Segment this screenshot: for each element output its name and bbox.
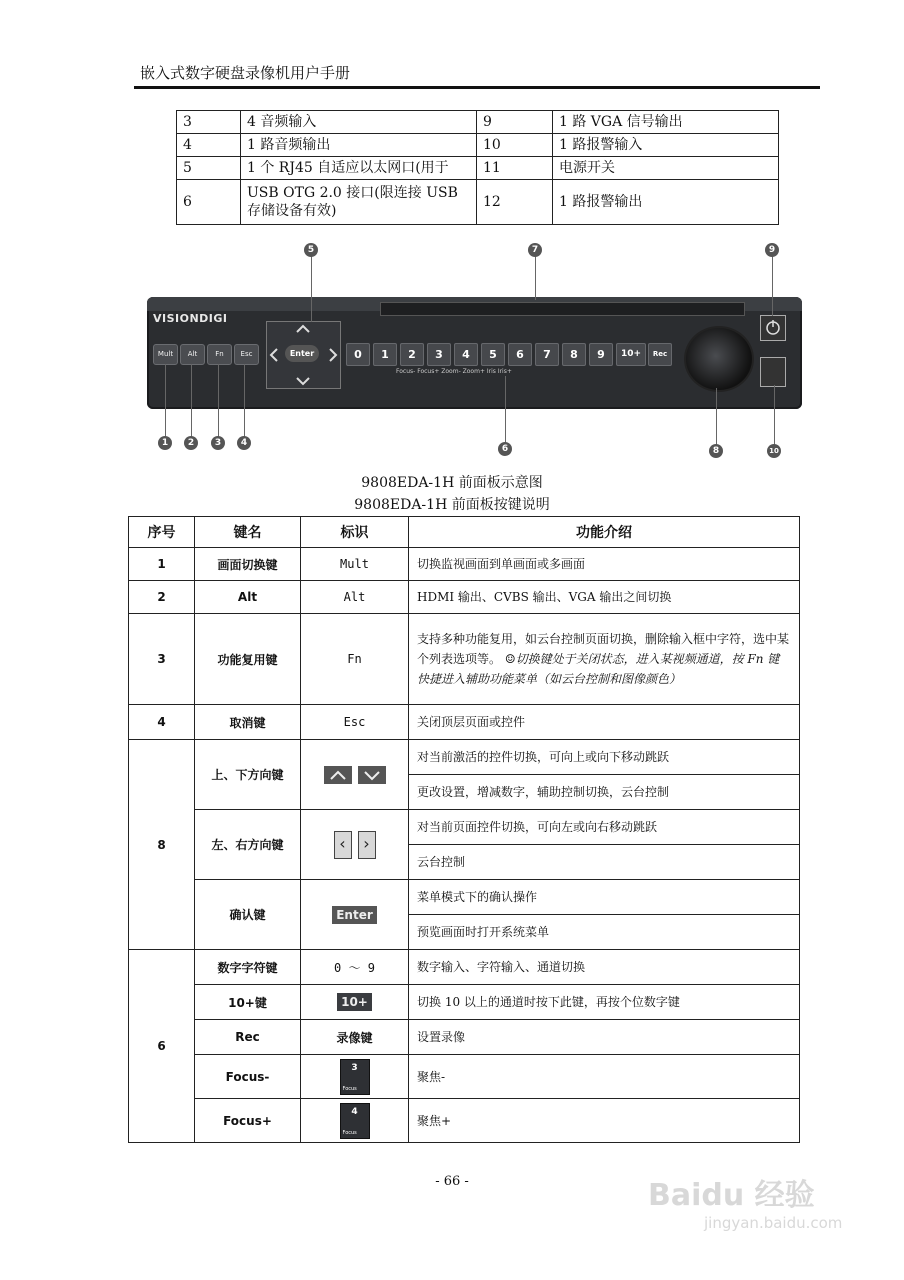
key-mark xyxy=(301,985,409,1020)
key-mark: Mult xyxy=(301,548,409,581)
usb-port-icon xyxy=(760,357,786,387)
panel-button-esc: Esc xyxy=(234,344,259,365)
callout-marker: 9 xyxy=(765,243,779,257)
key-name: 画面切换键 xyxy=(195,548,301,581)
key-mark: 录像键 xyxy=(301,1020,409,1055)
column-header: 序号 xyxy=(129,517,195,548)
ten-plus-key-icon: 10+ xyxy=(337,993,372,1011)
panel-num-key: 9 xyxy=(589,343,613,366)
callout-line xyxy=(191,364,192,438)
panel-num-key: 5 xyxy=(481,343,505,366)
description-text: 支持多种功能复用，如云台控制页面切换，删除输入框中字符，选中某个列表选项等。 xyxy=(417,632,790,666)
key-mark: Esc xyxy=(301,705,409,740)
power-icon xyxy=(760,315,786,341)
callout-marker: 7 xyxy=(528,243,542,257)
panel-enter-button: Enter xyxy=(285,345,319,362)
table-cell: 4 xyxy=(177,134,241,157)
header-rule xyxy=(134,86,820,89)
key-description: 聚焦+ xyxy=(409,1099,800,1143)
table-row xyxy=(129,548,800,581)
table-cell: 1 路 VGA 信号输出 xyxy=(553,111,779,134)
running-header: 嵌入式数字硬盘录像机用户手册 xyxy=(140,64,351,82)
table-row xyxy=(129,810,800,845)
table-cell: 11 xyxy=(477,157,553,180)
key-name: 功能复用键 xyxy=(195,614,301,705)
brand-logo: VISIONDIGI xyxy=(153,312,228,325)
key-name: 取消键 xyxy=(195,705,301,740)
table-cell: USB OTG 2.0 接口(限连接 USB 存储设备有效) xyxy=(241,180,477,225)
key-description: 聚焦- xyxy=(409,1055,800,1099)
table-cell: 5 xyxy=(177,157,241,180)
callout-line xyxy=(218,364,219,438)
panel-num-key: 4 xyxy=(454,343,478,366)
left-arrow-icon: ‹ xyxy=(334,831,352,859)
column-header: 标识 xyxy=(301,517,409,548)
table-cell: 12 xyxy=(477,180,553,225)
callout-marker: 6 xyxy=(498,442,512,456)
callout-line xyxy=(165,364,166,438)
callout-line xyxy=(311,256,312,322)
key-description: HDMI 输出、CVBS 输出、VGA 输出之间切换 xyxy=(409,581,800,614)
panel-num-key: 1 xyxy=(373,343,397,366)
panel-num-key: 7 xyxy=(535,343,559,366)
table-row xyxy=(129,1020,800,1055)
callout-line xyxy=(716,388,717,446)
table-header-row xyxy=(129,517,800,548)
row-number: 2 xyxy=(129,581,195,614)
key-description: 云台控制 xyxy=(409,845,800,880)
key-mark: 0 ～ 9 xyxy=(301,950,409,985)
panel-button-fn: Fn xyxy=(207,344,232,365)
panel-num-key: 10+ xyxy=(616,343,646,366)
column-header: 功能介绍 xyxy=(409,517,800,548)
key-mark xyxy=(301,1099,409,1143)
ports-table xyxy=(176,110,779,225)
table-row xyxy=(177,134,779,157)
key-name: 确认键 xyxy=(195,880,301,950)
keys-table xyxy=(128,516,800,1143)
key-name: Focus- xyxy=(195,1055,301,1099)
panel-num-key: 0 xyxy=(346,343,370,366)
focus-minus-key-icon xyxy=(340,1059,370,1095)
up-arrow-icon xyxy=(324,766,352,784)
row-number: 3 xyxy=(129,614,195,705)
table-cell: 3 xyxy=(177,111,241,134)
callout-line xyxy=(505,376,506,444)
watermark-logo: Baidu 经验 xyxy=(648,1178,815,1213)
callout-line xyxy=(244,364,245,438)
key-name: Alt xyxy=(195,581,301,614)
focus-plus-key-icon xyxy=(340,1103,370,1139)
page-number: - 66 - xyxy=(435,1174,469,1189)
callout-line xyxy=(774,385,775,445)
watermark-url: jingyan.baidu.com xyxy=(704,1214,843,1232)
callout-line xyxy=(772,256,773,316)
key-description: 关闭顶层页面或控件 xyxy=(409,705,800,740)
table-row xyxy=(129,581,800,614)
right-arrow-icon: › xyxy=(358,831,376,859)
figure-caption: 9808EDA-1H 前面板示意图 xyxy=(361,475,543,491)
panel-num-key: 8 xyxy=(562,343,586,366)
callout-marker: 10 xyxy=(767,444,781,458)
row-number: 8 xyxy=(129,740,195,950)
table-cell: 9 xyxy=(477,111,553,134)
table-row xyxy=(129,985,800,1020)
column-header: 键名 xyxy=(195,517,301,548)
key-mark: Fn xyxy=(301,614,409,705)
table-cell: 6 xyxy=(177,180,241,225)
table-cell: 1 路报警输出 xyxy=(553,180,779,225)
table-caption: 9808EDA-1H 前面板按键说明 xyxy=(354,497,550,513)
key-number: 4 xyxy=(351,1106,358,1117)
table-row xyxy=(177,111,779,134)
table-row xyxy=(177,157,779,180)
table-row xyxy=(177,180,779,225)
key-mark: Alt xyxy=(301,581,409,614)
table-row xyxy=(129,950,800,985)
table-cell: 1 路音频输出 xyxy=(241,134,477,157)
table-row xyxy=(129,1055,800,1099)
table-cell: 电源开关 xyxy=(553,157,779,180)
led-indicator-strip xyxy=(380,302,745,316)
callout-marker: 2 xyxy=(184,436,198,450)
table-cell: 1 路报警输入 xyxy=(553,134,779,157)
key-mark xyxy=(301,740,409,810)
key-label: Focus xyxy=(342,1129,357,1136)
key-description: 更改设置，增减数字，辅助控制切换，云台控制 xyxy=(409,775,800,810)
panel-key-labels: Focus- Focus+ Zoom- Zoom+ Iris Iris+ xyxy=(396,368,512,375)
key-name: 数字字符键 xyxy=(195,950,301,985)
key-description: 对当前页面控件切换，可向左或向右移动跳跃 xyxy=(409,810,800,845)
key-description: 切换监视画面到单画面或多画面 xyxy=(409,548,800,581)
callout-marker: 1 xyxy=(158,436,172,450)
callout-line xyxy=(535,256,536,300)
key-name: 10+键 xyxy=(195,985,301,1020)
key-name: Focus+ xyxy=(195,1099,301,1143)
key-number: 3 xyxy=(351,1062,358,1073)
callout-marker: 3 xyxy=(211,436,225,450)
panel-button-alt: Alt xyxy=(180,344,205,365)
key-name: 左、右方向键 xyxy=(195,810,301,880)
panel-button-mult: Mult xyxy=(153,344,178,365)
jog-dial-icon xyxy=(684,326,754,392)
down-arrow-icon xyxy=(358,766,386,784)
enter-key-icon: Enter xyxy=(332,906,377,924)
table-row xyxy=(129,614,800,705)
row-number: 6 xyxy=(129,950,195,1143)
key-name: Rec xyxy=(195,1020,301,1055)
key-description: 菜单模式下的确认操作 xyxy=(409,880,800,915)
panel-num-key: 2 xyxy=(400,343,424,366)
callout-marker: 8 xyxy=(709,444,723,458)
key-description xyxy=(409,614,800,705)
row-number: 4 xyxy=(129,705,195,740)
key-label: Focus xyxy=(342,1085,357,1092)
callout-marker: 5 xyxy=(304,243,318,257)
callout-marker: 4 xyxy=(237,436,251,450)
table-cell: 4 音频输入 xyxy=(241,111,477,134)
key-mark xyxy=(301,880,409,950)
key-description: 预览画面时打开系统菜单 xyxy=(409,915,800,950)
key-description: 切换 10 以上的通道时按下此键，再按个位数字键 xyxy=(409,985,800,1020)
key-mark xyxy=(301,1055,409,1099)
description-note: ☺切换键处于关闭状态，进入某视频通道，按 Fn 键快捷进入辅助功能菜单（如云台控制和图像颜色） xyxy=(417,652,780,686)
row-number: 1 xyxy=(129,548,195,581)
table-cell: 1 个 RJ45 自适应以太网口(用于 xyxy=(241,157,477,180)
table-row xyxy=(129,1099,800,1143)
panel-num-key: Rec xyxy=(648,343,672,366)
key-name: 上、下方向键 xyxy=(195,740,301,810)
panel-num-key: 6 xyxy=(508,343,532,366)
key-description: 设置录像 xyxy=(409,1020,800,1055)
key-mark xyxy=(301,810,409,880)
key-description: 数字输入、字符输入、通道切换 xyxy=(409,950,800,985)
table-row xyxy=(129,705,800,740)
table-cell: 10 xyxy=(477,134,553,157)
table-row xyxy=(129,740,800,775)
panel-num-key: 3 xyxy=(427,343,451,366)
table-row xyxy=(129,880,800,915)
key-description: 对当前激活的控件切换，可向上或向下移动跳跃 xyxy=(409,740,800,775)
